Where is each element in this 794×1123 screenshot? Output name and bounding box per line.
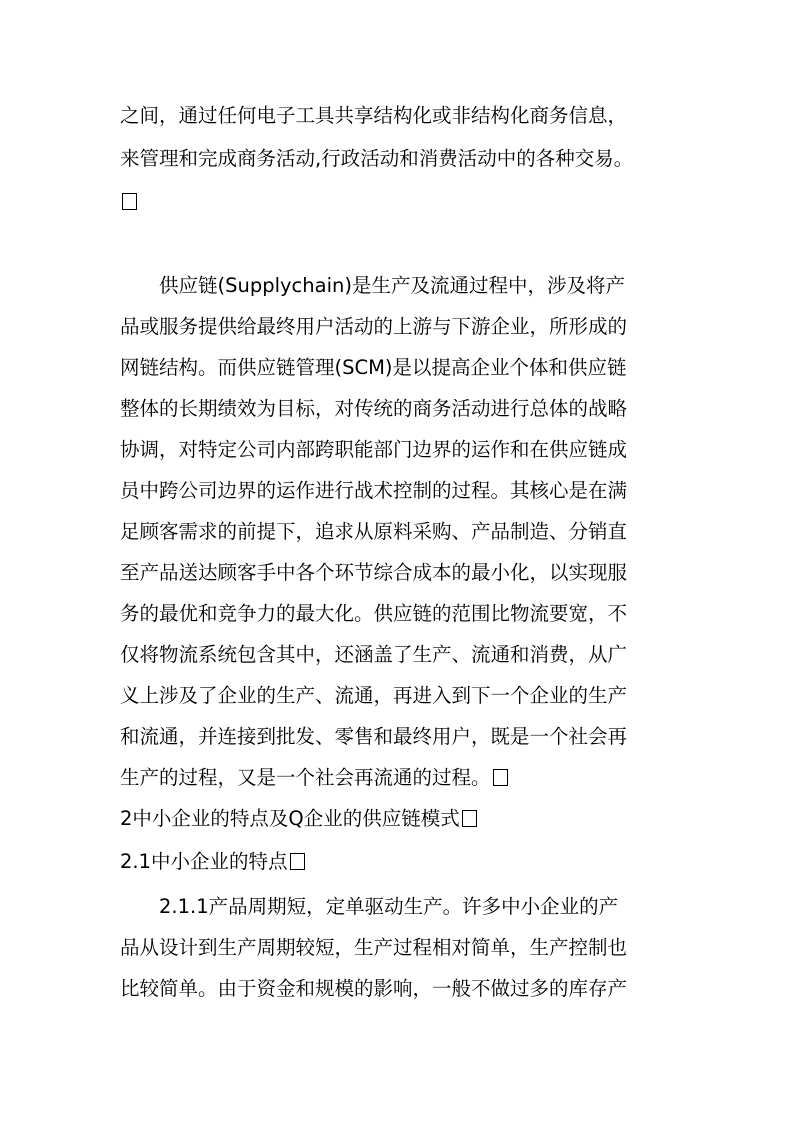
text-line bbox=[120, 432, 680, 468]
subsection-heading bbox=[120, 844, 680, 880]
text-line bbox=[120, 760, 680, 796]
line-text: 足顾客需求的前提下，追求从原料采购、产品制造、分销直 bbox=[120, 520, 628, 543]
line-text: 网链结构。而供应链管理(SCM)是以提高企业个体和供应链 bbox=[120, 356, 627, 379]
text-line bbox=[120, 930, 680, 966]
line-text: 来管理和完成商务活动,行政活动和消费活动中的各种交易。 bbox=[120, 147, 634, 170]
line-text: 2.1中小企业的特点 bbox=[120, 850, 288, 873]
line-text: 供应链(Supplychain)是生产及流通过程中，涉及将产 bbox=[120, 274, 625, 297]
text-line bbox=[120, 971, 680, 1007]
line-text: 员中跨公司边界的运作进行战术控制的过程。其核心是在满 bbox=[120, 479, 628, 502]
line-text: 2.1.1产品周期短，定单驱动生产。许多中小企业的产 bbox=[120, 895, 619, 918]
line-text: 义上涉及了企业的生产、流通，再进入到下一个企业的生产 bbox=[120, 684, 628, 707]
line-text: 务的最优和竞争力的最大化。供应链的范围比物流要宽，不 bbox=[120, 602, 628, 625]
text-line bbox=[120, 309, 680, 345]
line-text: 比较简单。由于资金和规模的影响，一般不做过多的库存产 bbox=[120, 977, 628, 1000]
text-line bbox=[120, 514, 680, 550]
line-text: 和流通，并连接到批发、零售和最终用户，既是一个社会再 bbox=[120, 725, 628, 748]
text-line bbox=[120, 98, 680, 134]
text-line bbox=[120, 678, 680, 714]
paragraph-mark-icon bbox=[462, 810, 477, 827]
line-text: 2中小企业的特点及Q企业的供应链模式 bbox=[120, 807, 460, 830]
paragraph-mark-icon bbox=[122, 193, 137, 210]
text-line bbox=[120, 596, 680, 632]
line-text: 之间，通过任何电子工具共享结构化或非结构化商务信息， bbox=[120, 104, 628, 127]
line-text: 生产的过程，又是一个社会再流通的过程。 bbox=[120, 766, 491, 789]
text-line bbox=[120, 141, 680, 177]
text-line bbox=[120, 473, 680, 509]
section-heading bbox=[120, 801, 680, 837]
line-text: 仅将物流系统包含其中，还涵盖了生产、流通和消费，从广 bbox=[120, 643, 628, 666]
line-text: 协调，对特定公司内部跨职能部门边界的运作和在供应链成 bbox=[120, 438, 628, 461]
text-line bbox=[120, 637, 680, 673]
text-line bbox=[120, 391, 680, 427]
text-line bbox=[120, 555, 680, 591]
text-line bbox=[120, 719, 680, 755]
text-line bbox=[120, 889, 680, 925]
text-line bbox=[120, 268, 680, 304]
line-text: 整体的长期绩效为目标，对传统的商务活动进行总体的战略 bbox=[120, 397, 628, 420]
text-line bbox=[120, 184, 680, 220]
line-text: 至产品送达顾客手中各个环节综合成本的最小化，以实现服 bbox=[120, 561, 628, 584]
paragraph-mark-icon bbox=[290, 853, 305, 870]
paragraph-mark-icon bbox=[493, 769, 508, 786]
line-text: 品从设计到生产周期较短，生产过程相对简单，生产控制也 bbox=[120, 936, 628, 959]
text-line bbox=[120, 350, 680, 386]
line-text: 品或服务提供给最终用户活动的上游与下游企业，所形成的 bbox=[120, 315, 628, 338]
